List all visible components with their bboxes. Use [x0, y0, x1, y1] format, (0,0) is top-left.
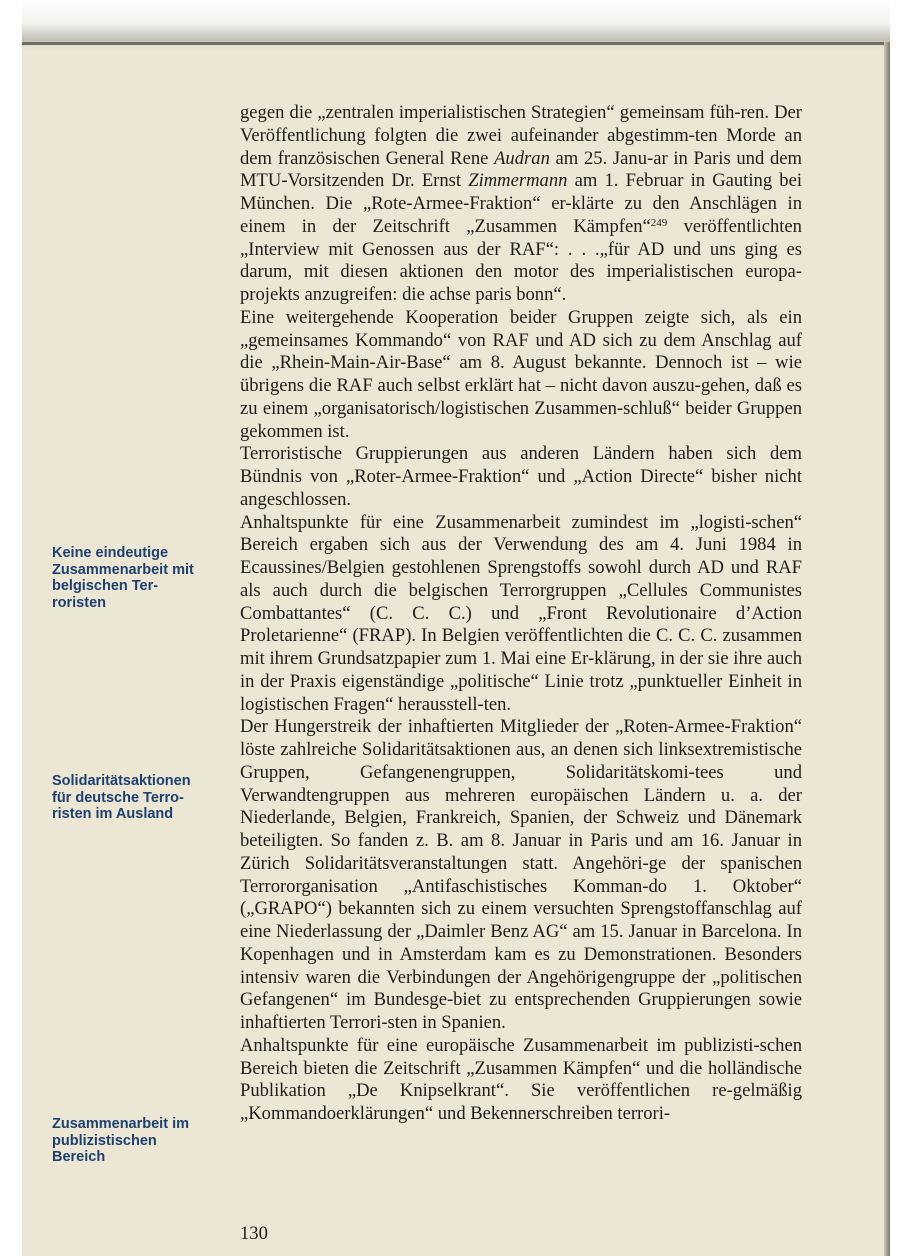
- emphasis-name-zimmermann: Zimmermann: [468, 170, 568, 192]
- scan-top-band: [22, 0, 890, 42]
- margin-note-belgian-cooperation: Keine eindeutige Zusammenarbeit mit belgischen Ter-roristen: [52, 545, 194, 611]
- paragraph-raf-ad-strategies: [240, 102, 802, 307]
- text-run: Anhaltspunkte für eine europäische Zusammenarbeit im publizisti-schen Bereich bieten die Zeitschrift „Zusammen Kämpfen“ und die holländische Publikation „De Knipselkrant“. Sie veröffentlichen re-gelmäßig „Kommandoerklärungen“ und Bekennerschreiben terrori-: [240, 1034, 802, 1124]
- text-run: Terroristische Gruppierungen aus anderen Ländern haben sich dem Bündnis von „Roter-Armee-Fraktion“ und „Action Directe“ bisher nicht angeschlossen.: [240, 443, 802, 510]
- text-run: veröffentlichten „Interview mit Genossen aus der RAF“: . . .„für AD und uns ging es darum, mit diesen aktionen den motor des imperialistischen europa-projekts anzugreifen: die achse paris bonn“.: [240, 215, 802, 305]
- margin-note-publicist-cooperation: Zusammenarbeit im publizistischen Bereich: [52, 1116, 189, 1165]
- body-text: [240, 102, 802, 1126]
- margin-note-solidarity-actions: Solidaritätsaktionen für deutsche Terro-risten im Ausland: [52, 773, 191, 822]
- paragraph-other-countries: [240, 443, 802, 511]
- paragraph-belgian-groups: [240, 512, 802, 717]
- paragraph-joint-command: [240, 307, 802, 444]
- paragraph-publicist-area: [240, 1035, 802, 1126]
- text-run: Der Hungerstreik der inhaftierten Mitglieder der „Roten-Armee-Fraktion“ löste zahlreiche Solidaritätsaktionen aus, an denen sich linksextremistische Gruppen, Gefangenengruppen, Solidaritätskomi-tees und Verwandtengruppen aus mehreren europäischen Ländern u. a. der Niederlande, Belgien, Frankreich, Spanien, der Schweiz und Dänemark beteiligten. So fanden z. B. am 8. Januar in Paris und am 16. Januar in Zürich Solidaritätsveranstaltungen statt. Angehöri-ge der spanischen Terrororganisation „Antifaschistisches Komman-do 1. Oktober“ („GRAPO“) bekannten sich zu einem versuchten Sprengstoffanschlag auf eine Niederlassung der „Daimler Benz AG“ am 15. Januar in Barcelona. In Kopenhagen und in Amsterdam kam es zu Demonstrationen. Besonders intensiv waren die Verbindungen der Angehörigengruppe der „politischen Gefangenen“ im Bundesge-biet zu entsprechenden Gruppierungen sowie inhaftierten Terrori-sten in Spanien.: [240, 716, 802, 1033]
- text-run: am 25. Janu-ar in Paris und dem MTU-Vorsitzenden Dr. Ernst: [240, 147, 802, 192]
- footnote-ref-249: 249: [650, 216, 668, 229]
- text-run: Eine weitergehende Kooperation beider Gruppen zeigte sich, als ein „gemeinsames Kommando“ von RAF und AD sich zu dem Anschlag auf die „Rhein-Main-Air-Base“ am 8. August bekannte. Dennoch ist – wie übrigens die RAF auch selbst erklärt hat – nicht davon auszu-gehen, daß es zu einem „organisatorisch/logistischen Zusammen-schluß“ beider Gruppen gekommen ist.: [240, 306, 802, 442]
- paragraph-hunger-strike-solidarity: [240, 716, 802, 1035]
- page-right-edge: [884, 42, 890, 1256]
- text-run: Anhaltspunkte für eine Zusammenarbeit zumindest im „logisti-schen“ Bereich ergaben sich aus der Verwendung des am 4. Juni 1984 in Ecaussines/Belgien gestohlenen Sprengstoffs sowohl durch AD und RAF als auch durch die belgischen Terrorgruppen „Cellules Communistes Combattantes“ (C. C. C.) und „Front Revolutionaire d’Action Proletarienne“ (FRAP). In Belgien veröffentlichten die C. C. C. zusammen mit ihrem Grundsatzpapier zum 1. Mai eine Er-klärung, in der sie ihre auch in der Praxis eigenständige „politische“ Linie trotz „punktueller Einheit in logistischen Fragen“ herausstell-ten.: [240, 511, 802, 715]
- page-number: 130: [240, 1223, 268, 1244]
- page-top-edge: [22, 42, 890, 45]
- text-run: am 1. Februar in Gauting bei München. Die „Rote-Armee-Fraktion“ er-klärte zu den Anschlägen in einem in der Zeitschrift „Zusammen Kämpfen“: [240, 170, 802, 237]
- text-run: gegen die „zentralen imperialistischen Strategien“ gemeinsam füh-ren. Der Veröffentlichung folgten die zwei aufeinander abgestimm-ten Morde an dem französischen General Rene: [240, 102, 802, 169]
- emphasis-name-audran: Audran: [494, 147, 550, 169]
